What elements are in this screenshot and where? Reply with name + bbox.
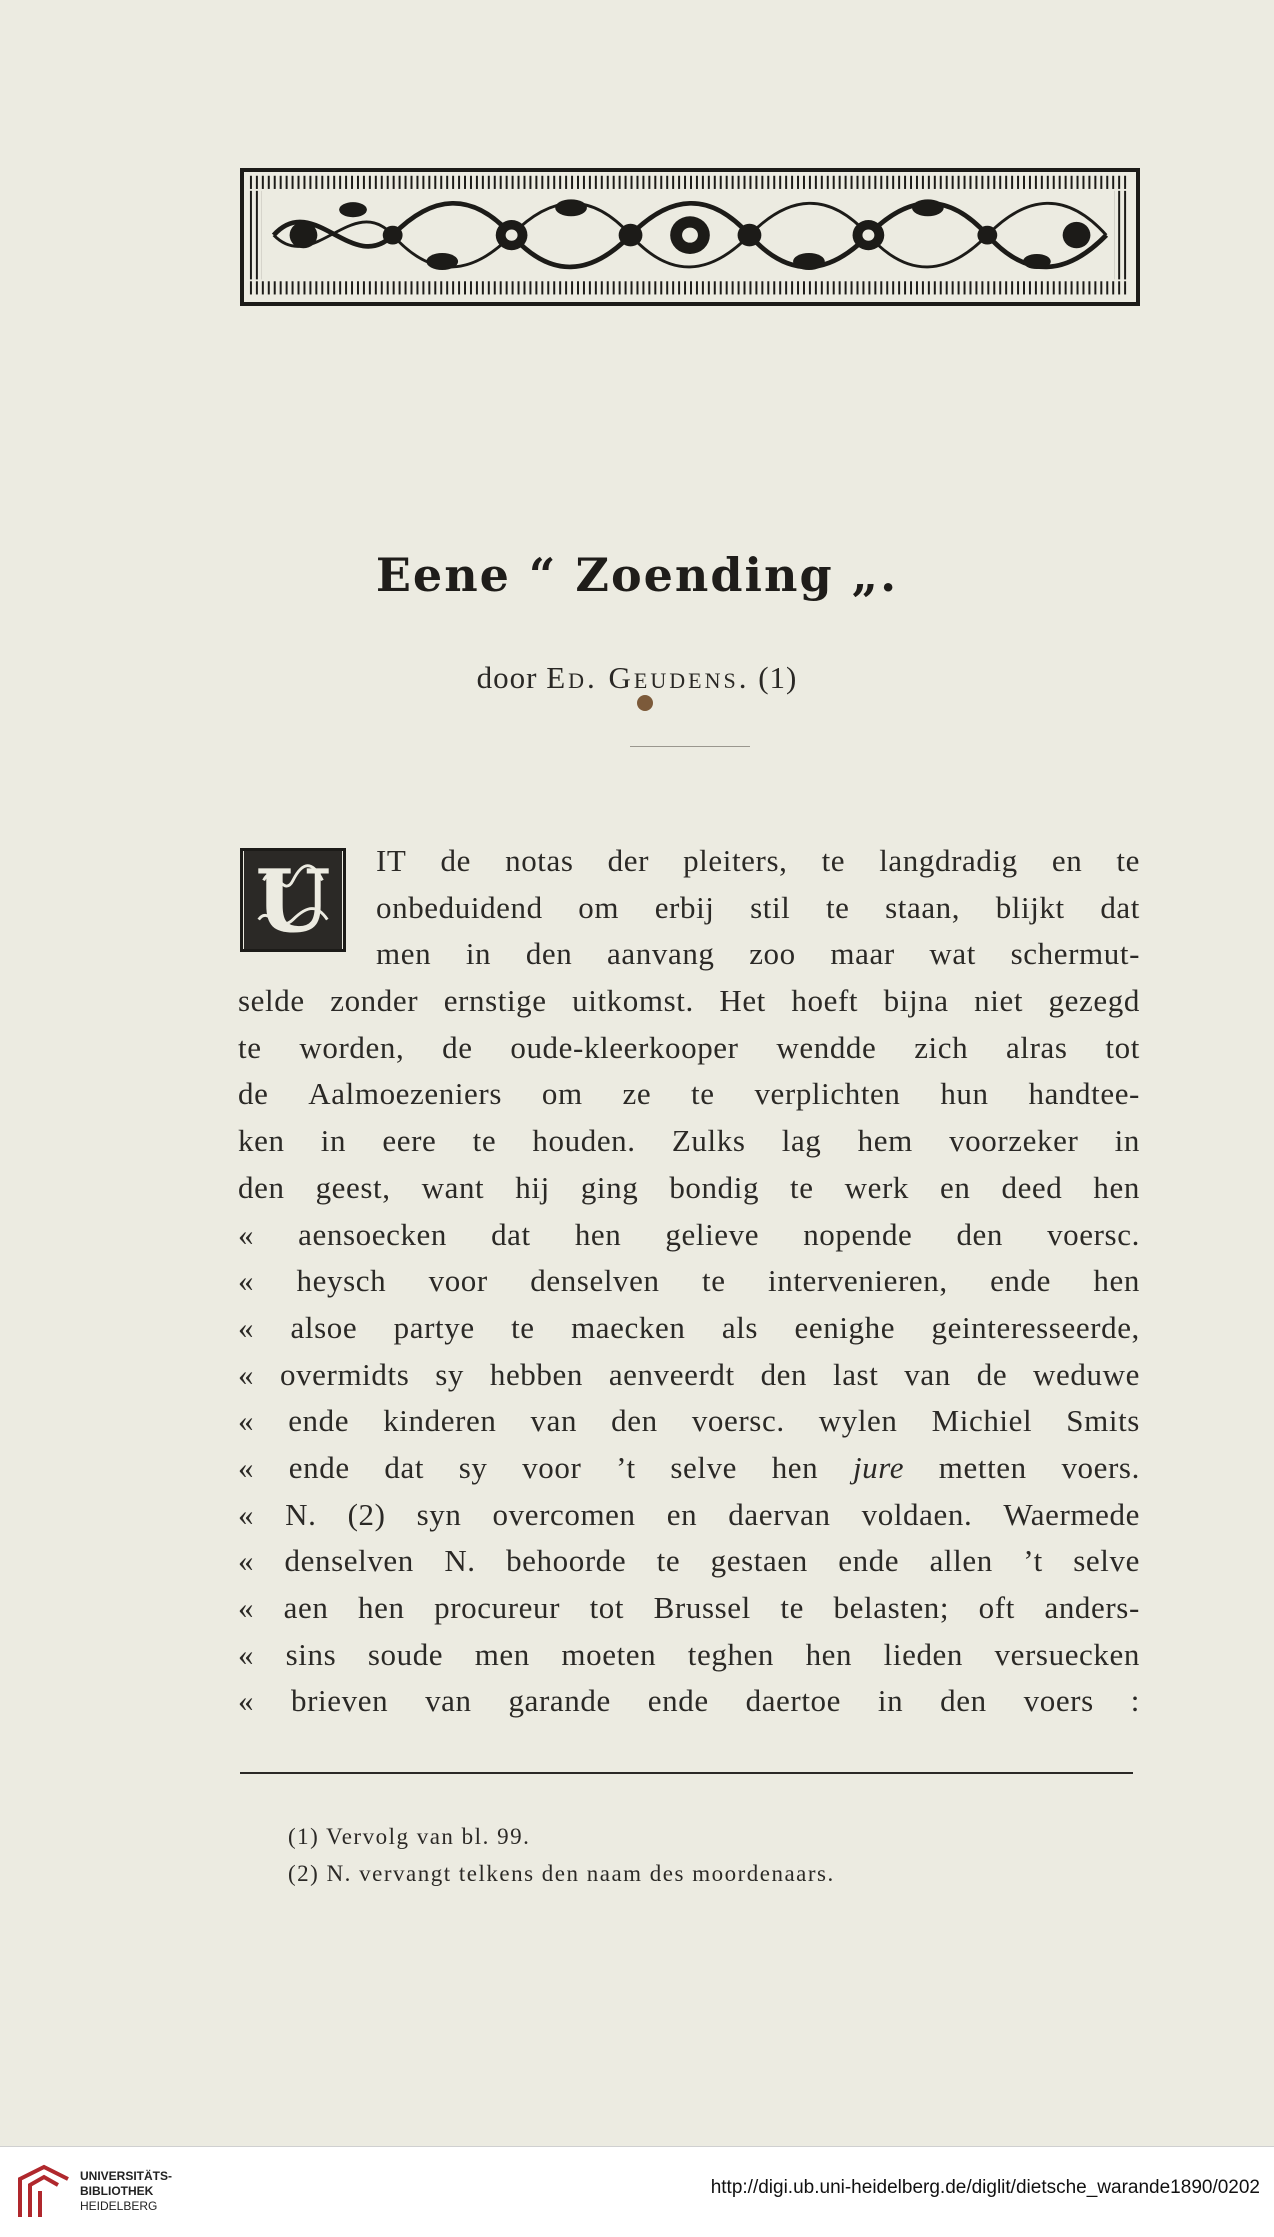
word: « [238, 1543, 255, 1579]
word: « [238, 1216, 255, 1252]
word: dat [1100, 889, 1140, 925]
word: « [238, 1403, 255, 1439]
word: aanvang [607, 936, 715, 972]
footnote-1: (1) Vervolg van bl. 99. [288, 1824, 531, 1849]
library-footer [0, 2146, 1274, 2237]
word: zonder [330, 983, 419, 1019]
word: last [832, 1356, 879, 1392]
word: kinderen [383, 1403, 497, 1439]
word: den [611, 1403, 658, 1439]
word: sy [435, 1356, 464, 1392]
word: aensoecken [298, 1216, 448, 1252]
word: hen [771, 1449, 819, 1485]
word: IT [376, 843, 407, 878]
word: teghen [687, 1636, 775, 1672]
word: nopende [803, 1216, 913, 1252]
word: intervenieren, [768, 1263, 948, 1299]
word: soude [367, 1636, 444, 1672]
word: weduwe [1033, 1356, 1140, 1392]
word: niet [974, 983, 1024, 1019]
word: hen [574, 1216, 622, 1252]
word: voldaen. [861, 1496, 973, 1532]
word: « [238, 1263, 255, 1299]
text-line [238, 838, 1140, 885]
text-line [238, 1071, 1140, 1118]
text-line [238, 1352, 1140, 1399]
word: ende [990, 1263, 1051, 1299]
short-divider [630, 746, 750, 747]
ink-spot [637, 695, 653, 711]
author-name: Ed. Geudens. [546, 660, 750, 695]
word: « [238, 1590, 255, 1625]
word: alsoe [290, 1309, 358, 1345]
word: geinteresseerde, [931, 1309, 1140, 1345]
text-line [238, 1258, 1140, 1305]
word: pleiters, [683, 843, 788, 878]
word: om [541, 1076, 583, 1112]
word: hen [805, 1636, 853, 1672]
word: wat [929, 936, 976, 972]
word: aenveerdt [608, 1356, 735, 1392]
word: tot [589, 1590, 625, 1625]
text-line [238, 1165, 1140, 1212]
word: de [238, 1076, 269, 1112]
text-line [238, 1538, 1140, 1585]
word: « [238, 1449, 255, 1485]
word: syn [416, 1496, 462, 1532]
word: partye [393, 1309, 475, 1345]
word: : [1130, 1683, 1140, 1719]
word: ’t [616, 1449, 636, 1485]
word: sins [285, 1636, 337, 1672]
word: voers [1023, 1683, 1094, 1719]
word: lag [781, 1123, 822, 1159]
word: voor [428, 1263, 488, 1299]
word: selve [1073, 1543, 1140, 1579]
word: te [472, 1123, 497, 1159]
word: langdradig [879, 843, 1018, 878]
word: de [440, 843, 472, 878]
word: tot [1105, 1029, 1140, 1065]
word: « [238, 1309, 255, 1345]
word: daervan [728, 1496, 831, 1532]
word: te [1116, 843, 1140, 878]
word: hoeft [791, 983, 859, 1019]
word: in [465, 936, 492, 972]
word: zoo [749, 936, 796, 972]
word: « [238, 1683, 255, 1719]
text-line [238, 1445, 1140, 1492]
word: ze [622, 1076, 652, 1112]
word: schermut- [1010, 936, 1140, 972]
byline [0, 660, 1274, 696]
word: en [940, 1169, 971, 1205]
word: handtee- [1028, 1076, 1140, 1112]
word: garande [508, 1683, 611, 1719]
word: ken [238, 1123, 285, 1159]
word: te [511, 1309, 535, 1345]
word: houden. [532, 1123, 636, 1159]
word: jure [852, 1449, 905, 1485]
word: procureur [434, 1590, 561, 1625]
library-name-line-3: HEIDELBERG [80, 2199, 158, 2213]
word: te [702, 1263, 726, 1299]
footnote-divider [240, 1772, 1133, 1774]
text-line [238, 1305, 1140, 1352]
word: ende [647, 1683, 709, 1719]
word: eere [382, 1123, 437, 1159]
word: denselven [530, 1263, 660, 1299]
word: voor [522, 1449, 582, 1485]
word: bijna [883, 983, 949, 1019]
word: denselven [284, 1543, 414, 1579]
text-line [238, 1585, 1140, 1632]
footnotes [288, 1818, 1088, 1892]
text-line [238, 885, 1140, 932]
word: onbeduidend [376, 889, 543, 925]
ornament-vine-icon [244, 172, 1136, 302]
word: Waermede [1003, 1496, 1140, 1532]
word: in [320, 1123, 347, 1159]
word: men [474, 1636, 530, 1672]
word: moeten [561, 1636, 657, 1672]
word: anders- [1044, 1590, 1140, 1625]
word: om [578, 889, 620, 925]
word: den [238, 1169, 285, 1205]
word: gelieve [665, 1216, 760, 1252]
word: van [904, 1356, 951, 1392]
initial-letter: U [255, 851, 331, 949]
word: wendde [776, 1029, 877, 1065]
word: metten [938, 1449, 1027, 1485]
word: aen [283, 1590, 329, 1625]
word: deed [1001, 1169, 1063, 1205]
word: « [238, 1356, 255, 1392]
word: hem [857, 1123, 913, 1159]
word: (2) [347, 1496, 386, 1532]
word: te [691, 1076, 715, 1112]
word: den [940, 1683, 987, 1719]
word: sy [458, 1449, 488, 1485]
word: wylen [818, 1403, 898, 1439]
text-line [238, 1118, 1140, 1165]
word: te [780, 1590, 804, 1625]
word: « [238, 1496, 255, 1532]
word: stil [750, 889, 791, 925]
word: selve [670, 1449, 738, 1485]
word: den [525, 936, 573, 972]
word: hebben [489, 1356, 583, 1392]
word: zich [914, 1029, 969, 1065]
word: notas [505, 843, 574, 878]
word: ende [288, 1449, 350, 1485]
library-name-line-2: BIBLIOTHEK [80, 2184, 154, 2198]
word: versuecken [994, 1636, 1140, 1672]
word: selde [238, 983, 305, 1019]
word: hen [1093, 1169, 1140, 1205]
word: overcomen [492, 1496, 636, 1532]
word: ende [288, 1403, 350, 1439]
word: maecken [571, 1309, 686, 1345]
word: voersc. [691, 1403, 785, 1439]
word: uitkomst. [572, 983, 694, 1019]
text-line [238, 1492, 1140, 1539]
word: en [666, 1496, 698, 1532]
word: voorzeker [949, 1123, 1079, 1159]
ornament-header-band [240, 168, 1140, 306]
word: behoorde [506, 1543, 627, 1579]
word: van [425, 1683, 472, 1719]
byline-footnote-ref: (1) [758, 660, 798, 695]
word: Zulks [671, 1123, 746, 1159]
word: gestaen [710, 1543, 808, 1579]
word: den [956, 1216, 1004, 1252]
word: alras [1006, 1029, 1068, 1065]
word: staan, [885, 889, 961, 925]
word: N. [285, 1496, 317, 1532]
word: lieden [883, 1636, 964, 1672]
word: daertoe [745, 1683, 842, 1719]
word: bondig [669, 1169, 760, 1205]
permalink-url[interactable]: http://digi.ub.uni-heidelberg.de/diglit/dietsche_warande1890/0202 [710, 2177, 1260, 2198]
word: gezegd [1048, 983, 1140, 1019]
word: voersc. [1047, 1216, 1140, 1252]
text-line [238, 1678, 1140, 1725]
word: oude-kleerkooper [510, 1029, 739, 1065]
word: blijkt [995, 889, 1065, 925]
word: de [976, 1356, 1008, 1392]
word: brieven [291, 1683, 389, 1719]
word: ging [580, 1169, 639, 1205]
word: werk [844, 1169, 909, 1205]
word: overmidts [279, 1356, 410, 1392]
word: te [238, 1029, 262, 1065]
text-line [238, 978, 1140, 1025]
text-line [238, 1632, 1140, 1679]
word: worden, [299, 1029, 405, 1065]
byline-door: door [476, 660, 538, 695]
word: verplichten [754, 1076, 901, 1112]
body-text [238, 838, 1140, 1725]
word: hen [358, 1590, 405, 1625]
word: voers. [1061, 1449, 1140, 1485]
word: te [821, 843, 846, 878]
word: heysch [296, 1263, 387, 1299]
word: van [530, 1403, 578, 1439]
word: dat [491, 1216, 531, 1252]
text-line [238, 1212, 1140, 1259]
word: dat [384, 1449, 425, 1485]
word: oft [978, 1590, 1015, 1625]
text-line [238, 1025, 1140, 1072]
word: Aalmoezeniers [308, 1076, 503, 1112]
word: want [421, 1169, 485, 1205]
word: ende [838, 1543, 900, 1579]
word: hen [1093, 1263, 1140, 1299]
word: erbij [654, 889, 715, 925]
word: Smits [1066, 1403, 1140, 1439]
word: eenighe [794, 1309, 896, 1345]
library-name [80, 2169, 172, 2214]
word: hun [940, 1076, 989, 1112]
word: hij [515, 1169, 550, 1205]
word: ernstige [443, 983, 547, 1019]
word: allen [929, 1543, 993, 1579]
word: men [376, 936, 432, 972]
word: Michiel [931, 1403, 1033, 1439]
word: « [238, 1636, 255, 1672]
word: maar [830, 936, 895, 972]
text-line [238, 931, 1140, 978]
word: in [1114, 1123, 1140, 1159]
footnote-2: (2) N. vervangt telkens den naam des moordenaars. [288, 1861, 835, 1886]
word: te [825, 889, 850, 925]
word: te [656, 1543, 681, 1579]
word: als [721, 1309, 759, 1345]
library-logo-icon[interactable] [14, 2161, 74, 2223]
library-name-line-1: UNIVERSITÄTS- [80, 2169, 173, 2183]
word: en [1051, 843, 1083, 878]
word: in [877, 1683, 904, 1719]
word: Brussel [653, 1590, 751, 1625]
word: N. [444, 1543, 476, 1579]
word: de [442, 1029, 473, 1065]
word: geest, [315, 1169, 391, 1205]
text-line [238, 1398, 1140, 1445]
word: belasten; [833, 1590, 950, 1625]
word: te [790, 1169, 814, 1205]
word: den [760, 1356, 808, 1392]
article-title: Eene “ Zoending „. [375, 548, 899, 602]
word: der [607, 843, 649, 878]
word: Het [719, 983, 766, 1019]
word: ’t [1023, 1543, 1043, 1579]
